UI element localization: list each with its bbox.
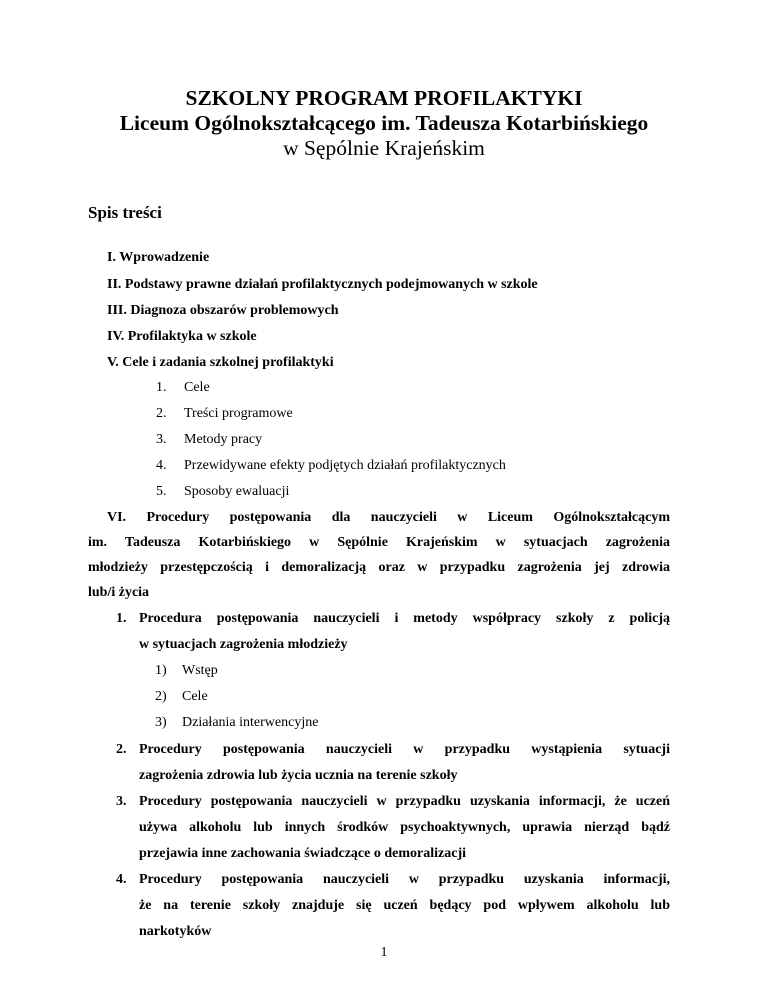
list-label: Wstęp: [182, 663, 218, 678]
procedure-3-line-3: przejawia inne zachowania świadczące o demoralizacji: [139, 846, 466, 861]
list-number: 3.: [156, 432, 167, 447]
procedure-4-line-2: że na terenie szkoły znajduje się uczeń będący pod wpływem alkoholu lub: [139, 898, 670, 913]
page-number: 1: [380, 945, 388, 960]
toc-v-sub-item: [156, 484, 289, 500]
toc-v-sub-item: [156, 458, 506, 474]
toc-heading: Spis treści: [88, 203, 162, 222]
list-label: Cele: [184, 380, 210, 395]
toc-item-6-line-1: VI. Procedury postępowania dla nauczycieli w Liceum Ogólnokształcącym: [107, 510, 670, 525]
toc-item-6-line-4: lub/i życia: [88, 585, 150, 600]
toc-item-6-line-2: im. Tadeusza Kotarbińskiego w Sępólnie Krajeńskim w sytuacjach zagrożenia: [88, 535, 670, 550]
list-number: 2.: [156, 406, 167, 421]
list-number: 5.: [156, 484, 167, 499]
list-number: 3): [155, 715, 167, 730]
procedure-1-sub-item: [155, 689, 208, 705]
list-label: Metody pracy: [184, 432, 263, 447]
list-number: 1.: [156, 380, 167, 395]
list-label: Sposoby ewaluacji: [184, 484, 290, 499]
toc-item-4: IV. Profilaktyka w szkole: [107, 329, 257, 344]
list-number: 2.: [116, 742, 127, 757]
list-label: Treści programowe: [184, 406, 293, 421]
list-number: 1): [155, 663, 167, 678]
procedure-4-line-1: Procedury postępowania nauczycieli w przypadku uzyskania informacji,: [139, 872, 670, 887]
toc-item-5: V. Cele i zadania szkolnej profilaktyki: [107, 355, 334, 370]
list-number: 4.: [116, 872, 127, 887]
procedure-1-sub-item: [155, 663, 218, 679]
toc-v-sub-item: [156, 406, 293, 422]
title-line-3: w Sępólnie Krajeńskim: [283, 136, 485, 160]
procedure-4-line-3: narkotyków: [139, 924, 212, 939]
toc-item-6-line-3: młodzieży przestępczością i demoralizacją oraz w przypadku zagrożenia jej zdrowia: [88, 560, 670, 575]
procedure-3-line-2: używa alkoholu lub innych środków psychoaktywnych, uprawia nierząd bądź: [139, 820, 670, 835]
list-label: Cele: [182, 689, 208, 704]
procedure-1-line-1: Procedura postępowania nauczycieli i metody współpracy szkoły z policją: [139, 611, 670, 626]
toc-item-2: II. Podstawy prawne działań profilaktycznych podejmowanych w szkole: [107, 277, 538, 292]
procedure-2-line-2: zagrożenia zdrowia lub życia ucznia na terenie szkoły: [139, 768, 458, 783]
list-number: 3.: [116, 794, 127, 809]
toc-v-sub-item: [156, 380, 210, 396]
list-number: 4.: [156, 458, 167, 473]
procedure-3-line-1: Procedury postępowania nauczycieli w przypadku uzyskania informacji, że uczeń: [139, 794, 670, 809]
procedure-1-line-2: w sytuacjach zagrożenia młodzieży: [139, 637, 348, 652]
toc-item-1: I. Wprowadzenie: [107, 250, 210, 265]
procedure-1-sub-item: [155, 715, 318, 731]
toc-v-sub-item: [156, 432, 262, 448]
list-label: Przewidywane efekty podjętych działań profilaktycznych: [184, 458, 506, 473]
title-line-1: SZKOLNY PROGRAM PROFILAKTYKI: [185, 86, 583, 110]
procedure-2-line-1: Procedury postępowania nauczycieli w przypadku wystąpienia sytuacji: [139, 742, 670, 757]
title-line-2: Liceum Ogólnokształcącego im. Tadeusza Kotarbińskiego: [119, 111, 649, 135]
toc-item-3: III. Diagnoza obszarów problemowych: [107, 303, 339, 318]
list-number: 2): [155, 689, 167, 704]
list-number: 1.: [116, 611, 127, 626]
list-label: Działania interwencyjne: [182, 715, 319, 730]
